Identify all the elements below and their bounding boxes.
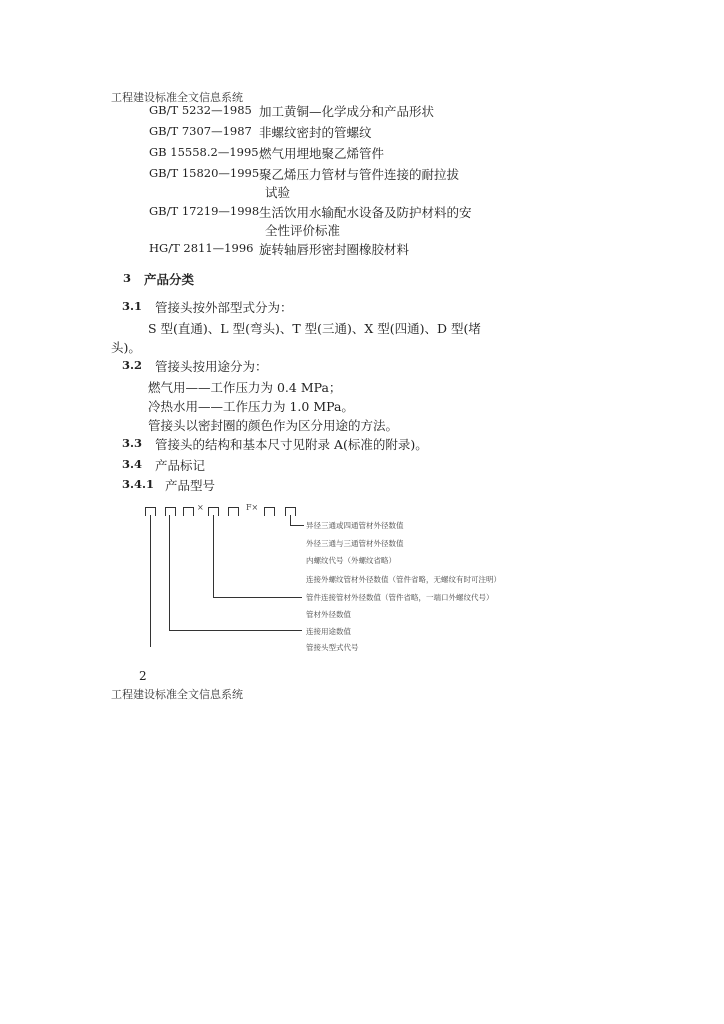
clause-text: 管接头的结构和基本尺寸见附录 A(标准的附录)。 bbox=[155, 437, 428, 452]
clause-text: 产品型号 bbox=[165, 478, 216, 493]
diagram-label: 连接用途数值 bbox=[306, 627, 351, 636]
clause-number: 3.4.1 bbox=[122, 477, 155, 491]
reference-title: 聚乙烯压力管材与管件连接的耐拉拔 bbox=[259, 167, 460, 182]
reference-code: GB/T 15820—1995 bbox=[149, 166, 260, 180]
clause-number: 3.2 bbox=[122, 358, 143, 372]
diagram-label: 管接头型式代号 bbox=[306, 643, 359, 652]
clause-number: 3.1 bbox=[122, 299, 143, 313]
diagram-label: 外径三通与三通管材外径数值 bbox=[306, 539, 404, 548]
reference-title-continued: 全性评价标准 bbox=[265, 223, 341, 238]
section-number: 3 bbox=[123, 271, 132, 285]
leader-line bbox=[213, 597, 302, 598]
reference-title: 非螺纹密封的管螺纹 bbox=[259, 125, 372, 140]
reference-title: 生活饮用水输配水设备及防护材料的安 bbox=[259, 205, 472, 220]
multiply-sign: × bbox=[197, 503, 204, 512]
code-box bbox=[228, 507, 239, 516]
reference-title: 燃气用埋地聚乙烯管件 bbox=[259, 146, 385, 161]
watermark-top: 工程建设标准全文信息系统 bbox=[111, 91, 243, 104]
reference-title-continued: 试验 bbox=[265, 185, 291, 200]
water-use-line: 冷热水用——工作压力为 1.0 MPa。 bbox=[148, 399, 354, 414]
reference-title: 加工黄铜—化学成分和产品形状 bbox=[259, 104, 435, 119]
code-box bbox=[183, 507, 194, 516]
diagram-label: 连接外螺纹管材外径数值（管件省略，无螺纹有时可注明） bbox=[306, 575, 501, 584]
clause-text: 管接头按外部型式分为： bbox=[155, 300, 293, 315]
diagram-label: 内螺纹代号（外螺纹省略） bbox=[306, 556, 396, 565]
reference-code: GB/T 17219—1998 bbox=[149, 204, 260, 218]
diagram-label: 管件连接管材外径数值（管件省略，一端口外螺纹代号） bbox=[306, 593, 494, 602]
leader-line bbox=[169, 515, 170, 630]
watermark-bottom: 工程建设标准全文信息系统 bbox=[111, 688, 243, 701]
reference-title: 旋转轴唇形密封圈橡胶材料 bbox=[259, 242, 410, 257]
seal-color-note: 管接头以密封圈的颜色作为区分用途的方法。 bbox=[148, 418, 399, 433]
clause-number: 3.4 bbox=[122, 457, 143, 471]
leader-line bbox=[150, 515, 151, 647]
clause-number: 3.3 bbox=[122, 436, 143, 450]
code-box bbox=[264, 507, 275, 516]
diagram-label: 管材外径数值 bbox=[306, 610, 351, 619]
section-title: 产品分类 bbox=[144, 272, 195, 287]
product-types-line-continued: 头)。 bbox=[111, 340, 141, 355]
leader-line bbox=[213, 515, 214, 597]
leader-line bbox=[169, 630, 302, 631]
reference-code: GB/T 7307—1987 bbox=[149, 124, 252, 138]
product-types-line: S 型(直通)、L 型(弯头)、T 型(三通)、X 型(四通)、D 型(堵 bbox=[148, 321, 481, 336]
leader-line bbox=[290, 525, 304, 526]
clause-text: 产品标记 bbox=[155, 458, 206, 473]
reference-code: GB/T 5232—1985 bbox=[149, 103, 252, 117]
diagram-label: 异径三通或四通管材外径数值 bbox=[306, 521, 404, 530]
clause-text: 管接头按用途分为： bbox=[155, 359, 268, 374]
gas-use-line: 燃气用——工作压力为 0.4 MPa； bbox=[148, 380, 342, 395]
code-box bbox=[165, 507, 176, 516]
page-number: 2 bbox=[139, 669, 147, 683]
reference-code: GB 15558.2—1995 bbox=[149, 145, 259, 159]
leader-line bbox=[290, 515, 291, 525]
multiply-sign: F× bbox=[246, 503, 259, 512]
reference-code: HG/T 2811—1996 bbox=[149, 241, 254, 255]
